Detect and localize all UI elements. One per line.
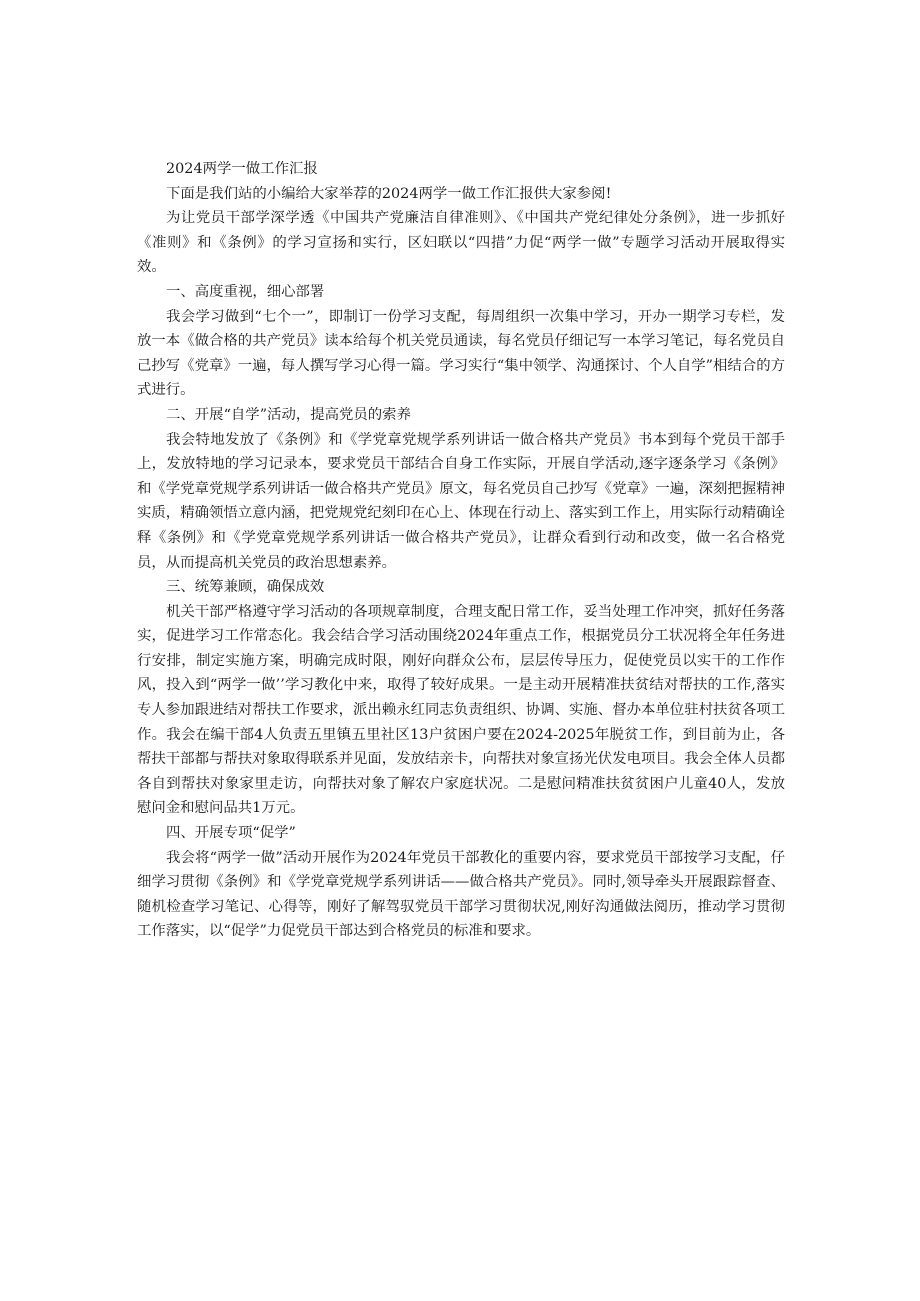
section-heading-1: 一、高度重视，细心部署 [166, 283, 325, 300]
section-body-3: 机关干部严格遵守学习活动的各项规章制度，合理支配日常工作，妥当处理工作冲突，抓好任务落实，促进学习工作常态化。我会结合学习活动围绕2024年重点工作，根据党员分工状况将全年任务进行安排，制定实施方案，明确完成时限，刚好向群众公布，层层传导压力，促使党员以实干的工作作风，投入到“两学一做’’学习教化中来，取得了较好成果。一是主动开展精准扶贫结对帮扶的工作,落实专人参加跟进结对帮扶工作要求，派出赖永红同志负责组织、协调、实施、督办本单位驻村扶贫各项工作。我会在编干部4人负责五里镇五里社区13户贫困户要在2024-2025年脱贫工作，到目前为止，各帮扶干部都与帮扶对象取得联系并见面，发放结亲卡，向帮扶对象宣扬光伏发电项目。我会全体人员都各自到帮扶对象家里走访，向帮扶对象了解农户家庭状况。二是慰问精准扶贫贫困户儿童40人，发放慰问金和慰问品共1万元。 [137, 603, 785, 817]
document-title: 2024两学一做工作汇报 [166, 161, 318, 177]
document-body [137, 157, 785, 944]
section-body-4: 我会将“两学一做”活动开展作为2024年党员干部教化的重要内容，要求党员干部按学习支配，仔细学习贯彻《条例》和《学党章党规学系列讲话——做合格共产党员》。同时,领导牵头开展跟踪督查、随机检查学习笔记、心得等，刚好了解驾驭党员干部学习贯彻状况,刚好沟通做法阅历，推动学习贯彻工作落实，以“促学”力促党员干部达到合格党员的标准和要求。 [137, 849, 785, 940]
section-heading-4: 四、开展专项“促学” [166, 825, 296, 842]
section-body-2: 我会特地发放了《条例》和《学党章党规学系列讲话一做合格共产党员》书本到每个党员干部手上，发放特地的学习记录本，要求党员干部结合自身工作实际，开展自学活动,逐字逐条学习《条例》和《学党章党规学系列讲话一做合格共产党员》原文，每名党员自己抄写《党章》一遍，深刻把握精神实质，精确领悟立意内涵，把党规党纪刻印在心上、体现在行动上、落实到工作上，用实际行动精确诠释《条例》和《学党章党规学系列讲话一做合格共产党员》，让群众看到行动和改变，做一名合格党员，从而提高机关党员的政治思想素养。 [137, 431, 785, 571]
section-body-1: 我会学习做到“七个一”，即制订一份学习支配，每周组织一次集中学习，开办一期学习专栏，发放一本《做合格的共产党员》读本给每个机关党员通读，每名党员仔细记写一本学习笔记，每名党员自己抄写《党章》一遍，每人撰写学习心得一篇。学习实行“集中领学、沟通探讨、个人自学”相结合的方式进行。 [137, 308, 785, 399]
intro-paragraph: 下面是我们站的小编给大家举荐的2024两学一做工作汇报供大家参阅! [166, 185, 612, 202]
lead-paragraph: 为让党员干部学深学透《中国共产党廉洁自律准则》、《中国共产党纪律处分条例》，进一步抓好《准则》和《条例》的学习宣扬和实行，区妇联以“四措”力促“两学一做”专题学习活动开展取得实效。 [137, 210, 785, 276]
section-heading-2: 二、开展“自学”活动，提高党员的索养 [166, 406, 411, 423]
section-heading-3: 三、统筹兼顾，确保成效 [166, 579, 325, 596]
